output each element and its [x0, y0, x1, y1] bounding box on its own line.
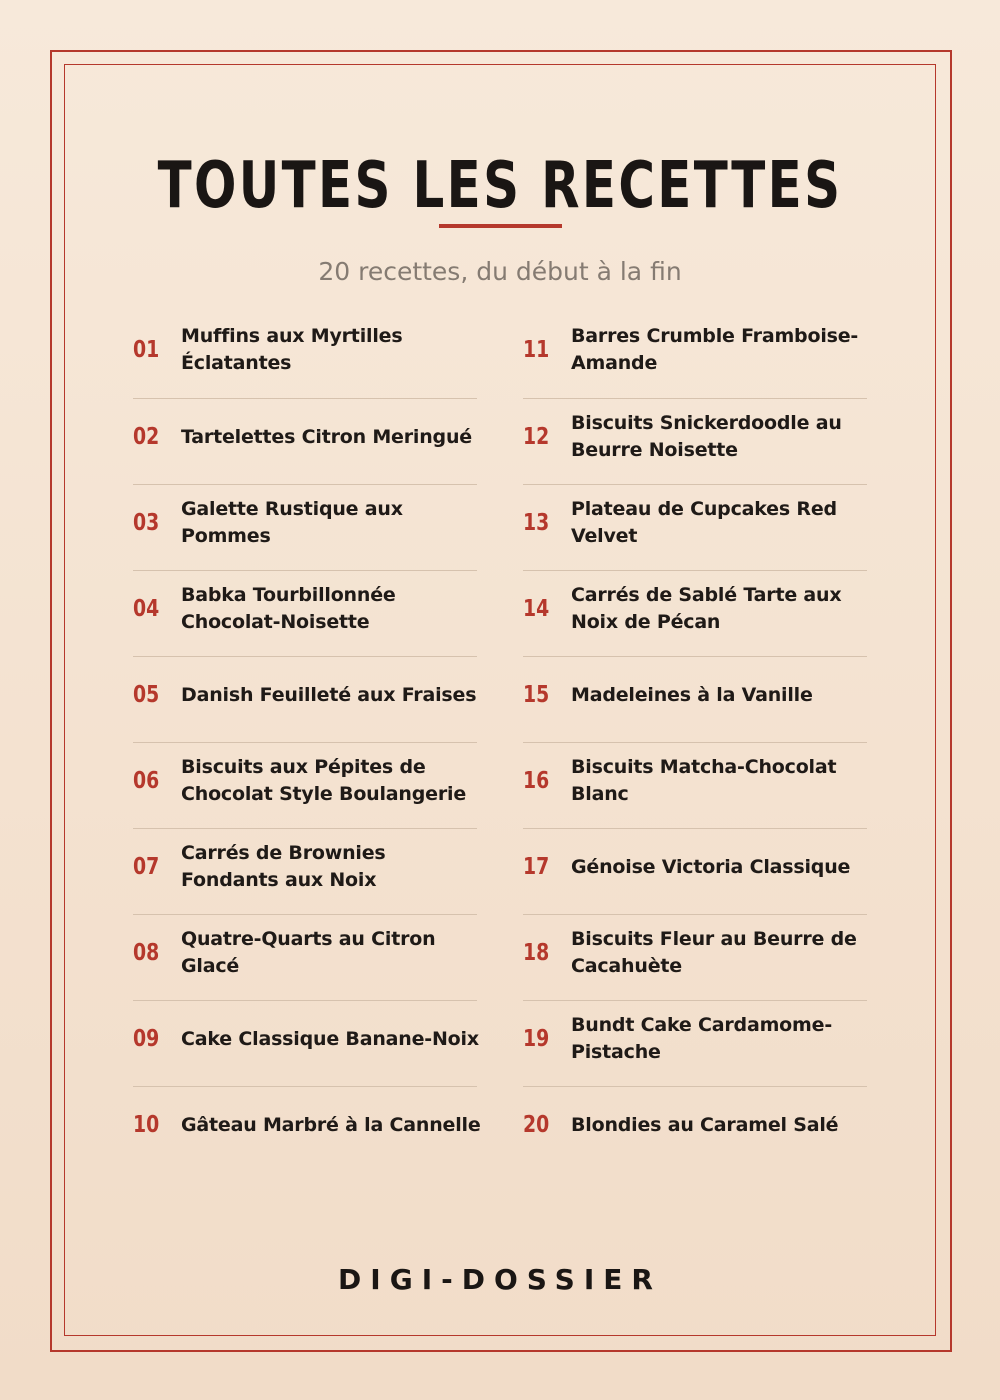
recipe-item: [523, 398, 867, 484]
recipe-item: [133, 742, 477, 828]
recipe-number: 06: [133, 768, 160, 794]
recipe-number: 17: [523, 854, 550, 880]
recipe-number: 10: [133, 1112, 160, 1138]
recipe-name: Tartelettes Citron Meringué: [181, 425, 472, 448]
recipe-name: Babka Tourbillonnée Chocolat-Noisette: [181, 584, 396, 633]
recipe-name: Génoise Victoria Classique: [571, 855, 851, 878]
recipe-list-left: [133, 312, 481, 1172]
recipe-name: Barres Crumble Framboise-Amande: [571, 325, 859, 374]
recipe-number: 07: [133, 854, 160, 880]
recipe-item: [133, 914, 477, 1000]
recipe-name: Bundt Cake Cardamome-Pistache: [571, 1014, 833, 1063]
recipe-item: [133, 570, 477, 656]
recipe-item: [523, 312, 867, 398]
recipe-number: 15: [523, 682, 550, 708]
recipe-name: Carrés de Sablé Tarte aux Noix de Pécan: [571, 584, 842, 633]
recipe-number: 02: [133, 424, 160, 450]
recipe-number: 14: [523, 596, 550, 622]
recipe-name: Cake Classique Banane-Noix: [181, 1027, 479, 1050]
recipe-number: 01: [133, 337, 160, 363]
recipe-item: [523, 1000, 867, 1086]
recipe-item: [523, 656, 867, 742]
recipe-name: Muffins aux Myrtilles Éclatantes: [181, 325, 403, 374]
recipe-number: 18: [523, 940, 550, 966]
page-subtitle: 20 recettes, du début à la fin: [318, 257, 682, 286]
recipe-name: Biscuits Fleur au Beurre de Cacahuète: [571, 928, 857, 977]
recipe-name: Plateau de Cupcakes Red Velvet: [571, 498, 837, 547]
recipe-name: Blondies au Caramel Salé: [571, 1113, 839, 1136]
title-underline: [439, 224, 562, 228]
recipe-number: 12: [523, 424, 550, 450]
recipe-item: [133, 312, 477, 398]
recipe-number: 08: [133, 940, 160, 966]
recipe-number: 03: [133, 510, 160, 536]
recipe-item: [133, 398, 477, 484]
recipe-list-right: [523, 312, 867, 1172]
recipe-number: 11: [523, 337, 550, 363]
recipe-item: [523, 828, 867, 914]
recipe-name: Biscuits aux Pépites de Chocolat Style Boulangerie: [181, 756, 467, 805]
recipe-name: Galette Rustique aux Pommes: [181, 498, 403, 547]
recipe-name: Danish Feuilleté aux Fraises: [181, 683, 477, 706]
recipe-number: 13: [523, 510, 550, 536]
recipe-item: [523, 1086, 867, 1172]
page-title: TOUTES LES RECETTES: [157, 149, 843, 223]
recipe-item: [523, 570, 867, 656]
recipe-number: 04: [133, 596, 160, 622]
recipe-item: [133, 828, 477, 914]
recipe-name: Biscuits Snickerdoodle au Beurre Noisette: [571, 412, 842, 461]
recipe-name: Carrés de Brownies Fondants aux Noix: [181, 842, 386, 891]
recipe-item: [523, 742, 867, 828]
recipe-number: 09: [133, 1026, 160, 1052]
recipe-name: Biscuits Matcha-Chocolat Blanc: [571, 756, 837, 805]
recipe-item: [133, 1086, 481, 1172]
recipe-item: [523, 914, 867, 1000]
recipe-number: 19: [523, 1026, 550, 1052]
recipe-number: 16: [523, 768, 550, 794]
recipe-item: [133, 1000, 477, 1086]
recipe-number: 05: [133, 682, 160, 708]
recipe-name: Madeleines à la Vanille: [571, 683, 813, 706]
recipe-number: 20: [523, 1112, 550, 1138]
recipe-item: [133, 656, 477, 742]
recipe-name: Quatre-Quarts au Citron Glacé: [181, 928, 436, 977]
recipe-item: [133, 484, 477, 570]
recipe-name: Gâteau Marbré à la Cannelle: [181, 1113, 481, 1136]
recipe-item: [523, 484, 867, 570]
brand-name: DIGI-DOSSIER: [338, 1263, 662, 1296]
